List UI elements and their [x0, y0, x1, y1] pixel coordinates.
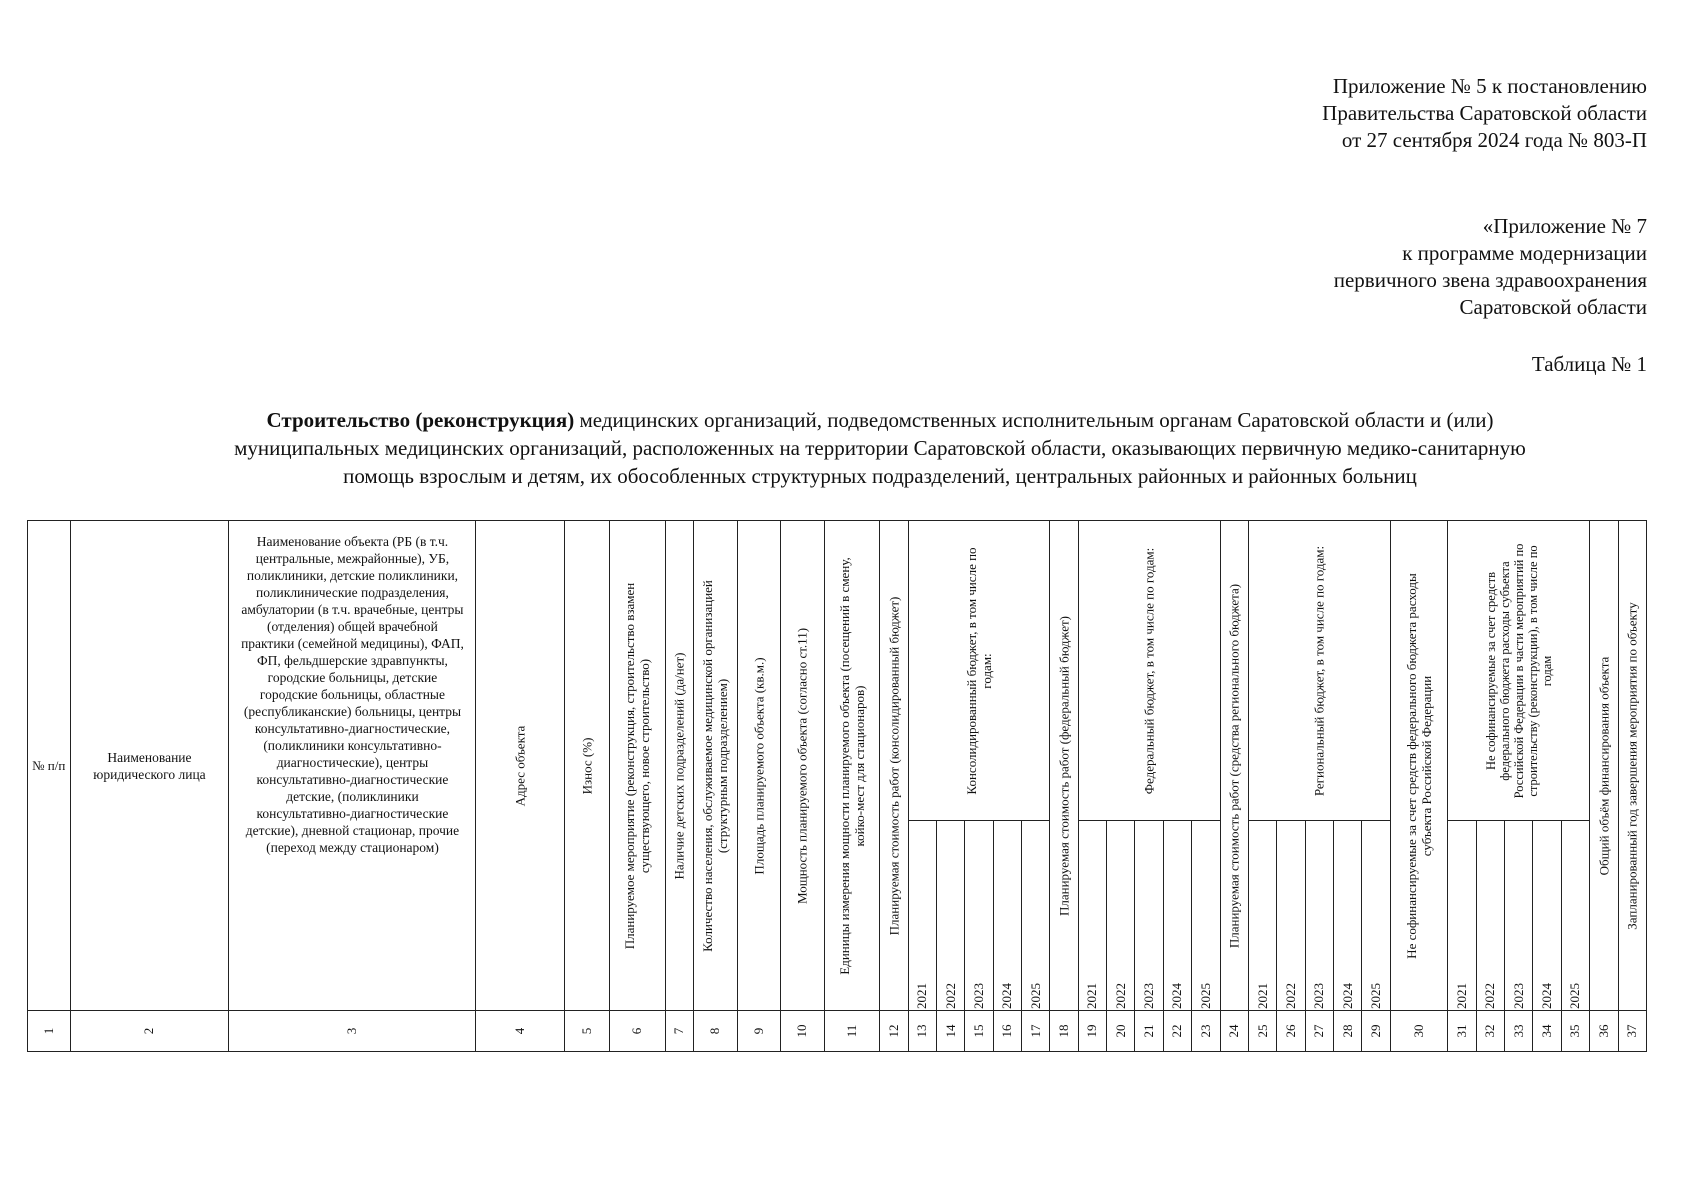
column-number: 32 — [1476, 1011, 1504, 1052]
year-label: 2021 — [1254, 983, 1270, 1009]
column-number: 37 — [1618, 1011, 1647, 1052]
year-label: 2024 — [1539, 983, 1555, 1009]
column-number: 3 — [229, 1011, 476, 1052]
year-label: 2025 — [1367, 983, 1383, 1009]
header-year-end — [1618, 521, 1647, 1011]
header-not-cofinanced-years-text: Не софинансируемые за счет средств федерального бюджета расходы субъекта Российской Федерации в части мероприятий по строительству (реконструкции), в том числе по годам — [1483, 543, 1554, 798]
year-cell — [1107, 821, 1135, 1011]
year-label: 2023 — [1141, 983, 1157, 1009]
column-number: 30 — [1390, 1011, 1448, 1052]
column-number: 10 — [781, 1011, 825, 1052]
column-number: 31 — [1448, 1011, 1476, 1052]
header-population — [694, 521, 738, 1011]
header-wear — [564, 521, 610, 1011]
title-text: медицинских организаций, подведомственных исполнительным органам Саратовской области и (или) — [574, 408, 1494, 432]
header-legal-entity: Наименование юридического лица — [70, 521, 229, 1011]
header-consolidated-years — [908, 521, 1050, 821]
year-label: 2023 — [1311, 983, 1327, 1009]
header-cost-consolidated — [880, 521, 908, 1011]
title-text: муниципальных медицинских организаций, расположенных на территории Саратовской области, оказывающих первичную медико-санитарную — [234, 436, 1526, 460]
header-event — [610, 521, 666, 1011]
table-number: Таблица № 1 — [1531, 352, 1647, 376]
year-label: 2021 — [1084, 983, 1100, 1009]
construction-table — [27, 520, 1647, 1052]
column-number-row — [28, 1011, 1647, 1052]
column-number: 15 — [965, 1011, 993, 1052]
year-cell — [1163, 821, 1191, 1011]
header-cost-regional — [1220, 521, 1248, 1011]
column-number: 8 — [694, 1011, 738, 1052]
year-cell — [1448, 821, 1476, 1011]
header-not-cofinanced-text: Не софинансируемые за счет средств федерального бюджета расходы субъекта Российской Федерации — [1404, 572, 1435, 959]
column-number: 17 — [1022, 1011, 1050, 1052]
year-cell — [1333, 821, 1361, 1011]
header-not-cofinanced-years — [1448, 521, 1590, 821]
year-label: 2025 — [1567, 983, 1583, 1009]
program-appendix-line: первичного звена здравоохранения — [1333, 268, 1647, 292]
column-number: 7 — [665, 1011, 693, 1052]
column-number: 21 — [1135, 1011, 1163, 1052]
year-label: 2025 — [1197, 983, 1213, 1009]
header-regional-years — [1248, 521, 1390, 821]
program-appendix-line: Саратовской области — [1459, 295, 1647, 319]
header-area — [737, 521, 781, 1011]
year-label: 2024 — [1169, 983, 1185, 1009]
column-number: 19 — [1078, 1011, 1106, 1052]
column-number: 14 — [936, 1011, 964, 1052]
year-label: 2025 — [1027, 983, 1043, 1009]
header-capacity — [781, 521, 825, 1011]
column-number: 22 — [1163, 1011, 1191, 1052]
year-cell — [1135, 821, 1163, 1011]
column-number: 20 — [1107, 1011, 1135, 1052]
header-not-cofinanced — [1390, 521, 1448, 1011]
year-label: 2022 — [1482, 983, 1498, 1009]
column-number: 6 — [610, 1011, 666, 1052]
column-number: 25 — [1248, 1011, 1276, 1052]
header-children — [665, 521, 693, 1011]
header-capacity-text: Мощность планируемого объекта (согласно ст.11) — [794, 627, 810, 904]
year-cell — [1476, 821, 1504, 1011]
appendix-header-line: Правительства Саратовской области — [1322, 101, 1647, 125]
header-cost-consolidated-text: Планируемая стоимость работ (консолидированный бюджет) — [886, 596, 902, 935]
column-number: 35 — [1561, 1011, 1589, 1052]
column-number: 5 — [564, 1011, 610, 1052]
year-cell — [1022, 821, 1050, 1011]
program-appendix-header — [1334, 213, 1647, 321]
header-cost-federal-text: Планируемая стоимость работ (федеральный бюджет) — [1056, 615, 1072, 916]
year-label: 2023 — [1510, 983, 1526, 1009]
year-cell — [1505, 821, 1533, 1011]
year-label: 2021 — [1454, 983, 1470, 1009]
header-area-text: Площадь планируемого объекта (кв.м.) — [751, 656, 767, 875]
year-cell — [993, 821, 1021, 1011]
document-title — [110, 406, 1650, 490]
column-number: 23 — [1192, 1011, 1220, 1052]
header-wear-text: Износ (%) — [579, 737, 595, 794]
header-num: № п/п — [28, 521, 71, 1011]
header-address-text: Адрес объекта — [512, 725, 528, 806]
year-cell — [1561, 821, 1589, 1011]
title-bold: Строительство (реконструкция) — [266, 408, 575, 432]
year-label: 2023 — [971, 983, 986, 1009]
column-number: 12 — [880, 1011, 908, 1052]
header-federal-years — [1078, 521, 1220, 821]
header-year-end-text: Запланированный год завершения мероприятия по объекту — [1624, 601, 1640, 930]
column-number: 28 — [1333, 1011, 1361, 1052]
year-cell — [1362, 821, 1390, 1011]
header-cost-regional-text: Планируемая стоимость работ (средства регионального бюджета) — [1226, 583, 1242, 948]
column-number: 33 — [1505, 1011, 1533, 1052]
column-number: 1 — [28, 1011, 71, 1052]
column-number: 18 — [1050, 1011, 1078, 1052]
header-units — [824, 521, 880, 1011]
year-label: 2022 — [942, 983, 958, 1009]
header-consolidated-years-text: Консолидированный бюджет, в том числе по годам: — [964, 546, 995, 795]
program-appendix-line: к программе модернизации — [1402, 241, 1647, 265]
year-label: 2024 — [1339, 983, 1355, 1009]
year-cell — [1305, 821, 1333, 1011]
header-population-text: Количество населения, обслуживаемое медицинской организацией (структурным подразделением) — [700, 579, 731, 952]
year-cell — [1533, 821, 1561, 1011]
column-number: 9 — [737, 1011, 781, 1052]
program-appendix-line: «Приложение № 7 — [1482, 214, 1647, 238]
title-text: помощь взрослым и детям, их обособленных структурных подразделений, центральных районных и районных больниц — [343, 464, 1417, 488]
column-number: 36 — [1590, 1011, 1618, 1052]
column-number: 13 — [908, 1011, 936, 1052]
header-cost-federal — [1050, 521, 1078, 1011]
column-number: 16 — [993, 1011, 1021, 1052]
year-label: 2022 — [1282, 983, 1298, 1009]
header-address — [476, 521, 564, 1011]
year-cell — [1078, 821, 1106, 1011]
appendix-header — [1322, 73, 1647, 154]
header-units-text: Единицы измерения мощности планируемого объекта (посещений в смену, койко-мест для стационаров) — [836, 556, 867, 975]
header-federal-years-text: Федеральный бюджет, в том числе по годам: — [1141, 547, 1157, 794]
year-cell — [936, 821, 964, 1011]
year-cell — [1248, 821, 1276, 1011]
column-number: 11 — [824, 1011, 880, 1052]
header-regional-years-text: Региональный бюджет, в том числе по годам: — [1311, 545, 1327, 796]
year-label: 2021 — [914, 983, 930, 1009]
column-number: 26 — [1277, 1011, 1305, 1052]
year-label: 2024 — [999, 983, 1015, 1009]
column-number: 34 — [1533, 1011, 1561, 1052]
year-cell — [965, 821, 993, 1011]
column-number: 24 — [1220, 1011, 1248, 1052]
column-number: 29 — [1362, 1011, 1390, 1052]
appendix-header-line: Приложение № 5 к постановлению — [1332, 74, 1647, 98]
header-event-text: Планируемое мероприятие (реконструкция, строительство взамен существующего, новое строительство) — [622, 582, 653, 949]
column-number: 27 — [1305, 1011, 1333, 1052]
header-children-text: Наличие детских подразделений (да/нет) — [671, 652, 687, 879]
appendix-header-line: от 27 сентября 2024 года № 803-П — [1341, 128, 1647, 152]
year-label: 2022 — [1112, 983, 1128, 1009]
header-total — [1590, 521, 1618, 1011]
year-cell — [908, 821, 936, 1011]
year-cell — [1192, 821, 1220, 1011]
header-total-text: Общий объём финансирования объекта — [1596, 656, 1612, 875]
header-object-name: Наименование объекта (РБ (в т.ч. центральные, межрайонные), УБ, поликлиники, детские поликлиники, поликлинические подразделения, амбулатории (в т.ч. врачебные, центры (отделения) общей врачебной практики (семейной медицины), ФАП, ФП, фельдшерские здравпункты, городские больницы, детские городские больницы, областные (республиканские) больницы, центры консультативно-диагностические, (поликлиники консультативно-диагностические), центры консультативно-диагностические детские, (поликлиники консультативно-диагностические детские), дневной стационар, прочие (переход между стационаром) — [229, 521, 476, 1011]
column-number: 4 — [476, 1011, 564, 1052]
column-number: 2 — [70, 1011, 229, 1052]
year-cell — [1277, 821, 1305, 1011]
